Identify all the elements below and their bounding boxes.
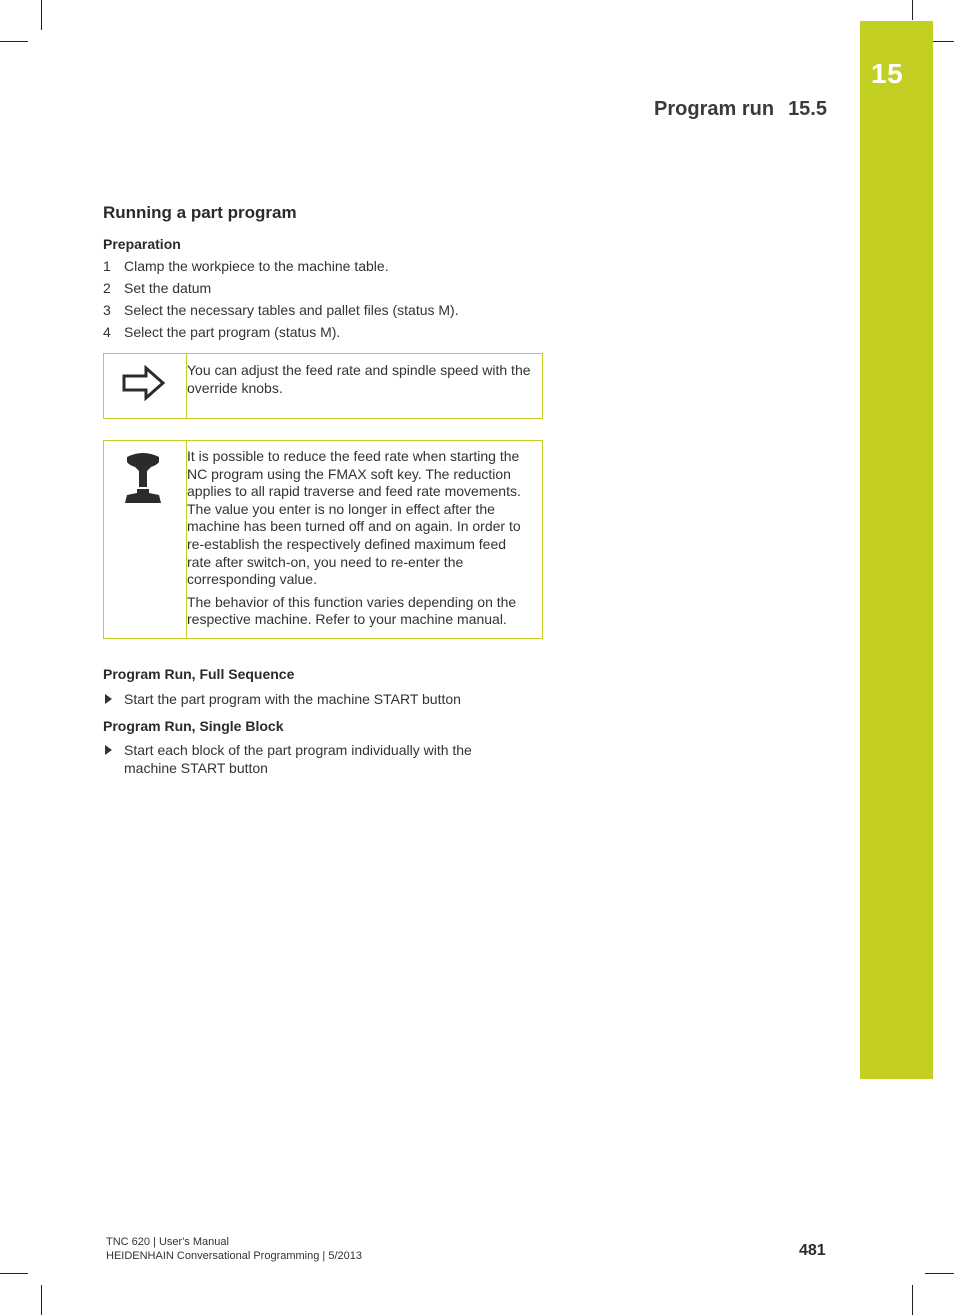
note-icon-column	[104, 441, 187, 638]
machine-note-text	[187, 441, 542, 639]
single-block-step	[103, 741, 504, 777]
step-text: Start each block of the part program individually with the machine START button	[124, 742, 472, 776]
header-section-number: 15.5	[788, 98, 827, 120]
arrow-right-icon	[122, 365, 166, 401]
preparation-heading: Preparation	[103, 236, 181, 252]
step-number: 4	[103, 324, 111, 340]
crop-mark	[41, 1285, 42, 1315]
header-title: Program run	[654, 98, 775, 120]
crop-mark	[0, 1273, 28, 1274]
tip-note-text	[187, 354, 542, 407]
step-number: 1	[103, 258, 111, 274]
machine-tool-icon	[123, 451, 163, 507]
preparation-steps	[103, 255, 543, 343]
single-block-heading: Program Run, Single Block	[103, 718, 284, 734]
step-text: Select the necessary tables and pallet files (status M).	[124, 302, 459, 318]
list-item	[103, 299, 543, 321]
section-title: Running a part program	[103, 203, 297, 222]
full-sequence-step	[103, 690, 543, 708]
list-item	[103, 277, 543, 299]
step-text: Clamp the workpiece to the machine table.	[124, 258, 389, 274]
main-content	[103, 203, 543, 777]
note-paragraph: The behavior of this function varies depending on the respective machine. Refer to your machine manual.	[187, 593, 517, 628]
running-header	[654, 98, 827, 121]
step-number: 2	[103, 280, 111, 296]
step-number: 3	[103, 302, 111, 318]
crop-mark	[912, 0, 913, 20]
list-item	[103, 255, 543, 277]
bullet-triangle-icon	[105, 694, 112, 704]
full-sequence-heading: Program Run, Full Sequence	[103, 666, 295, 682]
step-text: Set the datum	[124, 280, 212, 296]
page-number: 481	[799, 1242, 826, 1259]
tip-note	[103, 353, 543, 419]
crop-mark	[0, 41, 28, 42]
note-paragraph: You can adjust the feed rate and spindle speed with the override knobs.	[187, 362, 531, 396]
footer	[106, 1235, 362, 1263]
chapter-number: 15	[871, 58, 904, 89]
note-icon-column	[104, 354, 187, 418]
footer-line: TNC 620 | User's Manual	[106, 1236, 229, 1248]
crop-mark	[925, 1273, 954, 1274]
note-paragraph: It is possible to reduce the feed rate when starting the NC program using the FMAX soft key. The reduction applies to all rapid traverse and feed rate movements. The value you enter is no longer in effect after the machine has been turned off and on again. In order to re-establish the respectively defined maximum feed rate after switch-on, you need to re-enter the corresponding value.	[187, 448, 521, 588]
step-text: Select the part program (status M).	[124, 324, 341, 340]
list-item	[103, 321, 543, 343]
machine-note	[103, 440, 543, 639]
footer-line: HEIDENHAIN Conversational Programming | 5/2013	[106, 1250, 362, 1262]
step-text: Start the part program with the machine START button	[124, 691, 461, 707]
chapter-tab	[860, 21, 933, 1079]
bullet-triangle-icon	[105, 745, 112, 755]
crop-mark	[912, 1285, 913, 1315]
crop-mark	[41, 0, 42, 30]
